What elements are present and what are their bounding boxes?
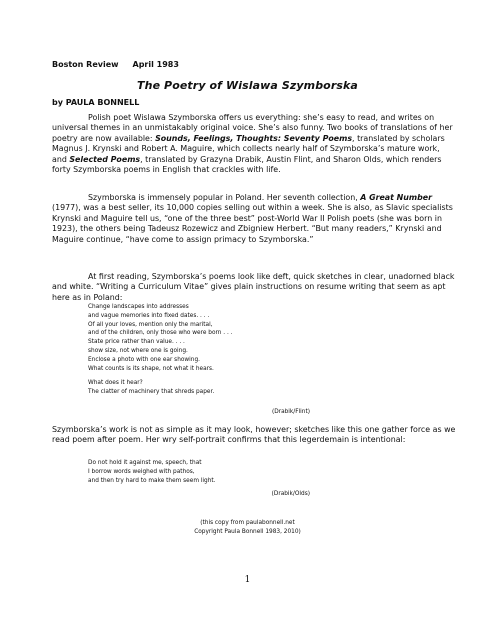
- book-title-sounds-feelings-thoughts: Sounds, Feelings, Thoughts: Seventy Poems: [155, 133, 353, 143]
- poem-line: Change landscapes into addresses: [88, 304, 189, 310]
- publication-name: Boston Review: [52, 60, 119, 69]
- article-header: [52, 60, 179, 69]
- poem-line: I borrow words weighed with pathos,: [88, 468, 195, 475]
- byline: by PAULA BONNELL: [52, 98, 140, 107]
- translator-credit-2: (Drabik/Olds): [271, 491, 310, 497]
- poem-line: State price rather than value. . . .: [88, 339, 185, 346]
- poem-line: show size, not where one is going.: [88, 347, 188, 354]
- paragraph-1-text-c: , translated by scholars Magnus J. Krynski and Robert A. Maguire, which collects nearly half of Szymborska’s mature work, and: [52, 133, 445, 164]
- paragraph-3: At first reading, Szymborska’s poems look like deft, quick sketches in clear, unadorned black and white. “Writing a Curriculum Vitae” gives plain instructions on resume writing that seem as apt here as in Poland:: [52, 272, 455, 302]
- page-number: 1: [244, 575, 251, 585]
- paragraph-2-text-c: (1977), was a best seller, its 10,000 copies selling out within a week. She is also, as Slavic specialists Krynski and Maguire tell us, “one of the three best” post-World War II Polish poets (she was born in 1923), the others being Tadeusz Rozewicz and Zbigniew Herbert. “But many readers,” Krynski and Maguire continue, “have come to assign primacy to Szymborska.”: [52, 203, 453, 244]
- publication-date: April 1983: [132, 60, 179, 69]
- poem-line: The clatter of machinery that shreds paper.: [88, 389, 215, 396]
- copyright-line-2: Copyright Paula Bonnell 1983, 2010): [194, 528, 301, 535]
- paragraph-2-text-a: Szymborska is immensely popular in Poland. Her seventh collection,: [88, 193, 361, 202]
- book-title-selected-poems: Selected Poems: [69, 154, 141, 164]
- copyright-line-1: (this copy from paulabonnell.net: [200, 520, 295, 526]
- paragraph-1-text-a: Polish poet Wislawa Szymborska offers us everything: she’s easy to read, and writes on universal themes in an unmistakably original voice. She’s also funny. Two books of translations of her poetry are now available:: [52, 113, 453, 143]
- poem-excerpt-2: [88, 459, 418, 485]
- poem-line: Do not hold it against me, speech, that: [88, 460, 202, 466]
- poem-line: and vague memories into fixed dates. . . .: [88, 312, 210, 319]
- poem-line: and then try hard to make them seem light.: [88, 477, 216, 484]
- paragraph-2: [52, 193, 456, 245]
- poem-line: What counts is its shape, not what it hears.: [88, 365, 214, 372]
- poem-line: Of all your loves, mention only the marital,: [88, 321, 213, 328]
- book-title-a-great-number: A Great Number: [360, 193, 432, 202]
- paragraph-4: Szymborska’s work is not as simple as it may look, however; sketches like this one gather force as we read poem after poem. Her wry self-portrait confirms that this legerdemain is intentional:: [52, 425, 456, 445]
- poem-line: Enclose a photo with one ear showing.: [88, 356, 200, 363]
- article-title: The Poetry of Wislawa Szymborska: [137, 79, 358, 92]
- poem-excerpt-1: [88, 303, 418, 397]
- copyright-note: [0, 519, 495, 536]
- translator-credit-1: (Drabik/Flint): [271, 409, 310, 415]
- paragraph-1: [52, 113, 456, 175]
- paragraph-1-text-d: , translated by Grazyna Drabik, Austin Flint, and Sharon Olds, which renders forty Szymborska poems in English that crackles with life.: [52, 154, 442, 175]
- poem-line: What does it hear?: [88, 380, 143, 387]
- poem-line: and of the children, only those who were born . . .: [88, 330, 233, 337]
